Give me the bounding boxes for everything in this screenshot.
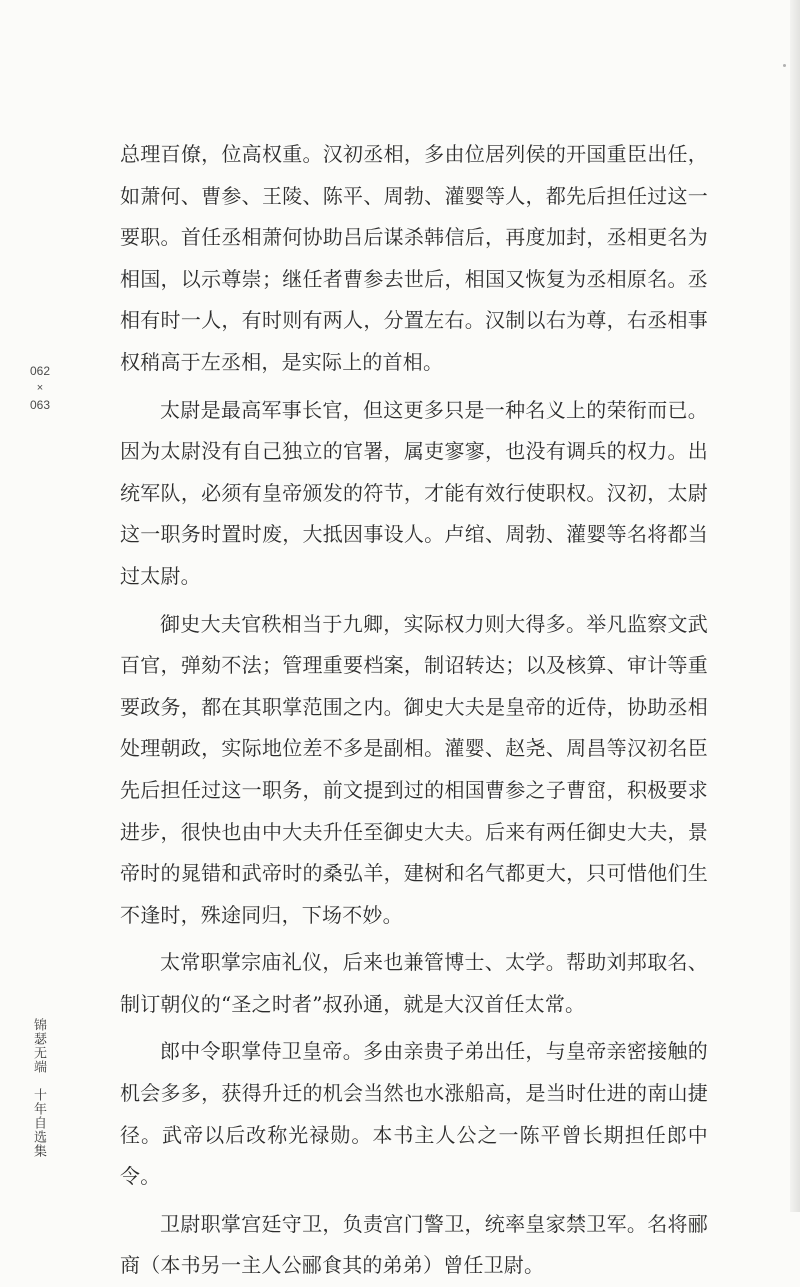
paragraph-imperial-counselor: 御史大夫官秩相当于九卿，实际权力则大得多。举凡监察文武百官，弹劾不法；管理重要档案，制诏转达；以及核算、审计等重要政务，都在其职掌范围之内。御史大夫是皇帝的近侍，协助丞相处理朝政，实际地位差不多是副相。灌婴、赵尧、周昌等汉初名臣先后担任过这一职务，前文提到过的相国曹参之子曹窋，积极要求进步，很快也由中大夫升任至御史大夫。后来有两任御史大夫，景帝时的晁错和武帝时的桑弘羊，建树和名气都更大，只可惜他们生不逢时，殊途同归，下场不妙。 xyxy=(120,611,708,927)
paper-speck xyxy=(783,64,786,67)
page-edge xyxy=(790,0,800,1212)
body-text xyxy=(120,134,708,1287)
page-number xyxy=(18,362,62,414)
book-title-main: 锦瑟无端 xyxy=(31,1018,46,1074)
paragraph-minister-of-ceremonies: 太常职掌宗庙礼仪，后来也兼管博士、太学。帮助刘邦取名、制订朝仪的“圣之时者”叔孙通，就是大汉首任太常。 xyxy=(120,950,708,1016)
paragraph-grand-commandant: 太尉是最高军事长官，但这更多只是一种名义上的荣衔而已。因为太尉没有自己独立的官署，属吏寥寥，也没有调兵的权力。出统军队，必须有皇帝颁发的符节，才能有效行使职权。汉初，太尉这一职务时置时废，大抵因事设人。卢绾、周勃、灌婴等名将都当过太尉。 xyxy=(120,397,708,588)
page-number-right: 063 xyxy=(29,398,51,412)
page-number-left: 062 xyxy=(29,364,51,378)
page-number-separator: × xyxy=(36,382,44,394)
paragraph-palace-guards: 卫尉职掌宫廷守卫，负责宫门警卫，统率皇家禁卫军。名将郦商（本书另一主人公郦食其的弟弟）曾任卫尉。 xyxy=(120,1211,708,1278)
running-book-title xyxy=(26,1018,46,1158)
paragraph-palace-attendants: 郎中令职掌侍卫皇帝。多由亲贵子弟出任，与皇帝亲密接触的机会多多，获得升迁的机会当然也水涨船高，是当时仕进的南山捷径。武帝以后改称光禄勋。本书主人公之一陈平曾长期担任郎中令。 xyxy=(120,1039,708,1189)
book-title-sub: 十年自选集 xyxy=(31,1088,46,1158)
paragraph-chancellor: 总理百僚，位高权重。汉初丞相，多由位居列侯的开国重臣出任，如萧何、曹参、王陵、陈平、周勃、灌婴等人，都先后担任过这一要职。首任丞相萧何协助吕后谋杀韩信后，再度加封，丞相更名为相国，以示尊崇；继任者曹参去世后，相国又恢复为丞相原名。丞相有时一人，有时则有两人，分置左右。汉制以右为尊，右丞相事权稍高于左丞相，是实际上的首相。 xyxy=(120,142,708,374)
